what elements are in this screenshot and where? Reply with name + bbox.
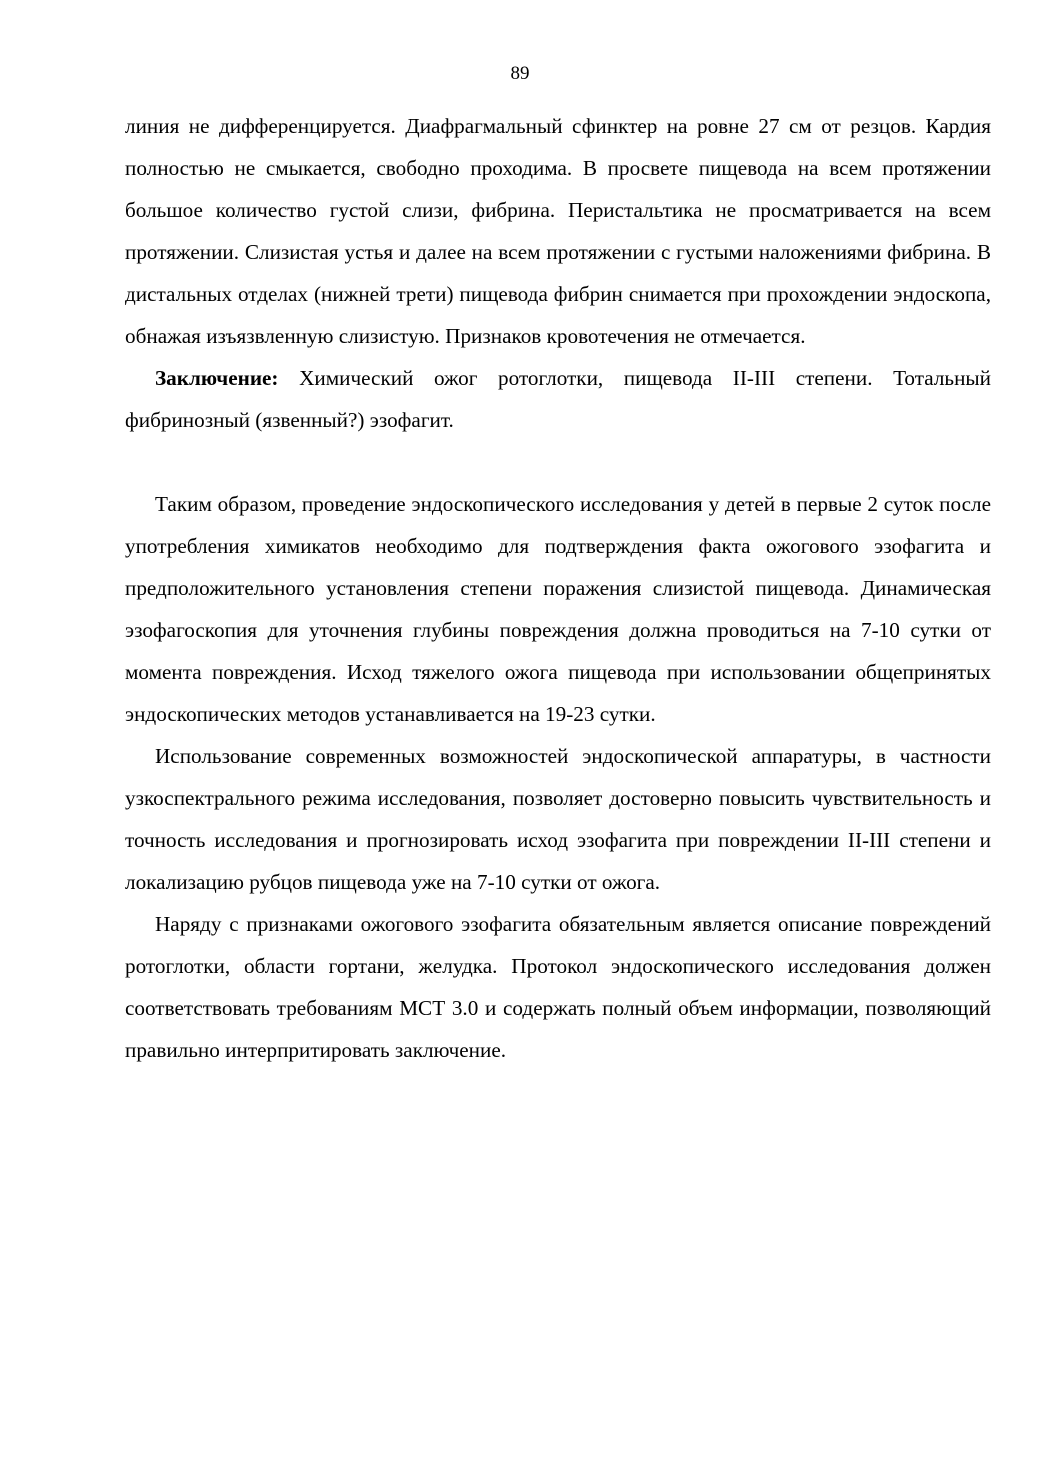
- paragraph-summary: Таким образом, проведение эндоскопического исследования у детей в первые 2 суток после употребления химикатов необходимо для подтверждения факта ожогового эзофагита и предположительного установления степени поражения слизистой пищевода. Динамическая эзофагоскопия для уточнения глубины повреждения должна проводиться на 7-10 сутки от момента повреждения. Исход тяжелого ожога пищевода при использовании общепринятых эндоскопических методов устанавливается на 19-23 сутки.: [125, 492, 991, 726]
- page-number: 89: [510, 63, 530, 84]
- conclusion-label: Заключение:: [155, 366, 279, 390]
- paragraph-spacer: [125, 441, 991, 483]
- conclusion-text: Химический ожог ротоглотки, пищевода II-III степени. Тотальный фибринозный (язвенный?) эзофагит.: [125, 366, 991, 432]
- document-body: [125, 105, 991, 1071]
- paragraph-conclusion: [125, 357, 991, 441]
- paragraph-modern-equipment: Использование современных возможностей эндоскопической аппаратуры, в частности узкоспектрального режима исследования, позволяет достоверно повысить чувствительность и точность исследования и прогнозировать исход эзофагита при повреждении II-III степени и локализацию рубцов пищевода уже на 7-10 сутки от ожога.: [125, 744, 991, 894]
- paragraph-endoscopy-findings: линия не дифференцируется. Диафрагмальный сфинктер на ровне 27 см от резцов. Кардия полностью не смыкается, свободно проходима. В просвете пищевода на всем протяжении большое количество густой слизи, фибрина. Перистальтика не просматривается на всем протяжении. Слизистая устья и далее на всем протяжении с густыми наложениями фибрина. В дистальных отделах (нижней трети) пищевода фибрин снимается при прохождении эндоскопа, обнажая изъязвленную слизистую. Признаков кровотечения не отмечается.: [125, 114, 991, 348]
- paragraph-protocol-requirements: Наряду с признаками ожогового эзофагита обязательным является описание повреждений ротоглотки, области гортани, желудка. Протокол эндоскопического исследования должен соответствовать требованиям МСТ 3.0 и содержать полный объем информации, позволяющий правильно интерпритировать заключение.: [125, 912, 991, 1062]
